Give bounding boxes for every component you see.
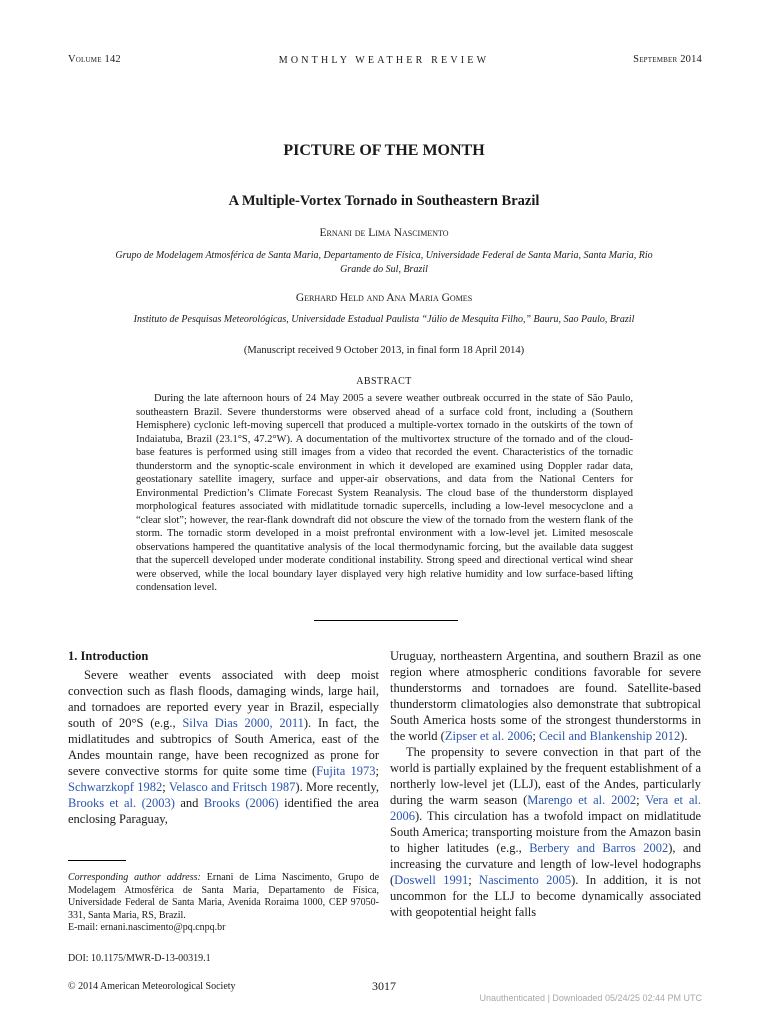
section-divider (314, 620, 458, 621)
citation-link[interactable]: Zipser et al. 2006 (444, 729, 533, 743)
intro-paragraph-1 (68, 667, 379, 827)
citation-link[interactable]: Brooks (2006) (203, 796, 279, 810)
text-run: ). This circulation has a twofold impact on midlatitude South America; transporting moisture from the Amazon basin to higher latitudes (e.g., (390, 809, 701, 855)
footnote-email[interactable]: E-mail: ernani.nascimento@pq.cnpq.br (68, 922, 226, 933)
doi[interactable]: DOI: 10.1175/MWR-D-13-00319.1 (68, 953, 211, 964)
corresponding-author-footnote (68, 872, 379, 935)
text-run: ). More recently, (295, 780, 379, 794)
text-run: The propensity to severe convection in that part of the world is partially explained by the frequent establishment of a northerly low-level jet (LLJ), east of the Andes, particularly during the warm season ( (390, 745, 701, 807)
copyright: © 2014 American Meteorological Society (68, 981, 236, 992)
text-run: ). In fact, the midlatitudes and subtropics of South America, east of the Andes mountain range, have been recognized as prone for severe convective storms for quite some time ( (68, 716, 379, 778)
citation-link[interactable]: Berbery and Barros 2002 (529, 841, 669, 855)
text-run: ; (636, 793, 646, 807)
text-run: ), and increasing the curvature and length of low-level hodographs ( (390, 841, 701, 887)
intro-paragraph-1-continued (390, 648, 701, 744)
intro-paragraph-2 (390, 744, 701, 920)
citation-link[interactable]: Brooks et al. (2003) (68, 796, 175, 810)
author-secondary: Gerhard Held and Ana Maria Gomes (295, 292, 473, 304)
citation-link[interactable]: Fujita 1973 (316, 764, 376, 778)
citation-link[interactable]: Marengo et al. 2002 (527, 793, 637, 807)
download-watermark: Unauthenticated | Downloaded 05/24/25 02:44 PM UTC (479, 993, 702, 1003)
text-run: identified the area enclosing Paraguay, (68, 796, 379, 826)
citation-link[interactable]: Vera et al. 2006 (390, 793, 702, 823)
page-number: 3017 (372, 979, 396, 993)
text-run: ). (680, 729, 688, 743)
section-title: PICTURE OF THE MONTH (283, 142, 485, 159)
running-header-journal: MONTHLY WEATHER REVIEW (278, 55, 490, 66)
text-run: ; (162, 780, 169, 794)
affiliation-secondary: Instituto de Pesquisas Meteorológicas, Universidade Estadual Paulista “Júlio de Mesquita Filho,” Bauru, Sao Paulo, Brazil (133, 314, 635, 325)
citation-link[interactable]: Schwarzkopf 1982 (68, 780, 163, 794)
text-run: and (174, 796, 204, 810)
footnote-address: Ernani de Lima Nascimento, Grupo de Modelagem Atmosférica de Santa Maria, Departamento de Física, Universidade Federal de Santa Maria, Avenida Roraima 1000, CEP 97050-331, Santa Maria, RS, Brazil. (68, 872, 380, 921)
citation-link[interactable]: Cecil and Blankenship 2012 (538, 729, 681, 743)
abstract-heading: ABSTRACT (356, 376, 412, 387)
abstract-text: During the late afternoon hours of 24 May 2005 a severe weather outbreak occurred in the state of São Paulo, southeastern Brazil. Severe thunderstorms were observed ahead of a surface cold front, including a (Southern Hemisphere) cyclonic left-moving supercell that produced a multiple-vortex tornado in the outskirts of the town of Indaiatuba, Brazil (23.1°S, 47.2°W). A documentation of the multivortex structure of the tornado and of the cloud-base features is performed using still images from a video that recorded the event. Characteristics of the tornadic thunderstorm and the synoptic-scale environment in which it developed are examined using Doppler radar data, geostationary satellite imagery, surface and upper-air observations, and data from the National Centers for Environmental Prediction’s Climate Forecast System Reanalysis. The cloud base of the thunderstorm displayed morphological features associated with midlatitude tornadic supercells, including a low-level mesocyclone and a “clear slot”; however, the rear-flank downdraft did not obscure the view of the tornado from the western flank of the storm. The tornadic storm developed in a moist prefrontal environment with a low-level jet. Limited mesoscale observations hampered the quantitative analysis of the local thermodynamic forcing, but the available data suggest that the supercell developed under moderate conditional instability. Strong speed and directional vertical wind shear were observed, while the local boundary layer displayed very high relative humidity and low surface-based lifting condensation level. (136, 393, 633, 593)
text-run: Severe weather events associated with deep moist convection such as flash floods, damaging winds, large hail, and tornadoes are reported every year in Brazil, especially south of 20°S (e.g., (68, 668, 379, 730)
citation-link[interactable]: Velasco and Fritsch 1987 (168, 780, 296, 794)
left-column (68, 648, 379, 827)
author-primary: Ernani de Lima Nascimento (319, 227, 449, 239)
text-run: ; (532, 729, 539, 743)
citation-link[interactable]: Doswell 1991 (394, 873, 469, 887)
running-header-date: September 2014 (633, 54, 702, 65)
right-column (390, 648, 701, 920)
footnote-rule (68, 860, 126, 861)
affiliation-primary: Grupo de Modelagem Atmosférica de Santa Maria, Departamento de Física, Universidade Federal de Santa Maria, Santa Maria, Rio Grande do Sul, Brazil (115, 250, 653, 275)
footnote-label: Corresponding author address: (68, 872, 201, 883)
intro-heading: 1. Introduction (68, 649, 149, 663)
text-run: Uruguay, northeastern Argentina, and southern Brazil as one region where atmospheric conditions favorable for severe thunderstorms and tornadoes are found. Satellite-based thunderstorm climatologies also demonstrate that subtropical South America hosts some of the strongest thunderstorms in the world ( (390, 649, 701, 743)
citation-link[interactable]: Nascimento 2005 (479, 873, 572, 887)
citation-link[interactable]: Silva Dias 2000, 2011 (182, 716, 304, 730)
text-run: ). In addition, it is not uncommon for the LLJ to become dynamically associated with geopotential height falls (390, 873, 701, 919)
article-title: A Multiple-Vortex Tornado in Southeastern Brazil (228, 193, 540, 209)
manuscript-dates: (Manuscript received 9 October 2013, in final form 18 April 2014) (243, 345, 525, 356)
running-header-volume: Volume 142 (68, 54, 121, 65)
text-run: ; (375, 764, 379, 778)
text-run: ; (468, 873, 480, 887)
